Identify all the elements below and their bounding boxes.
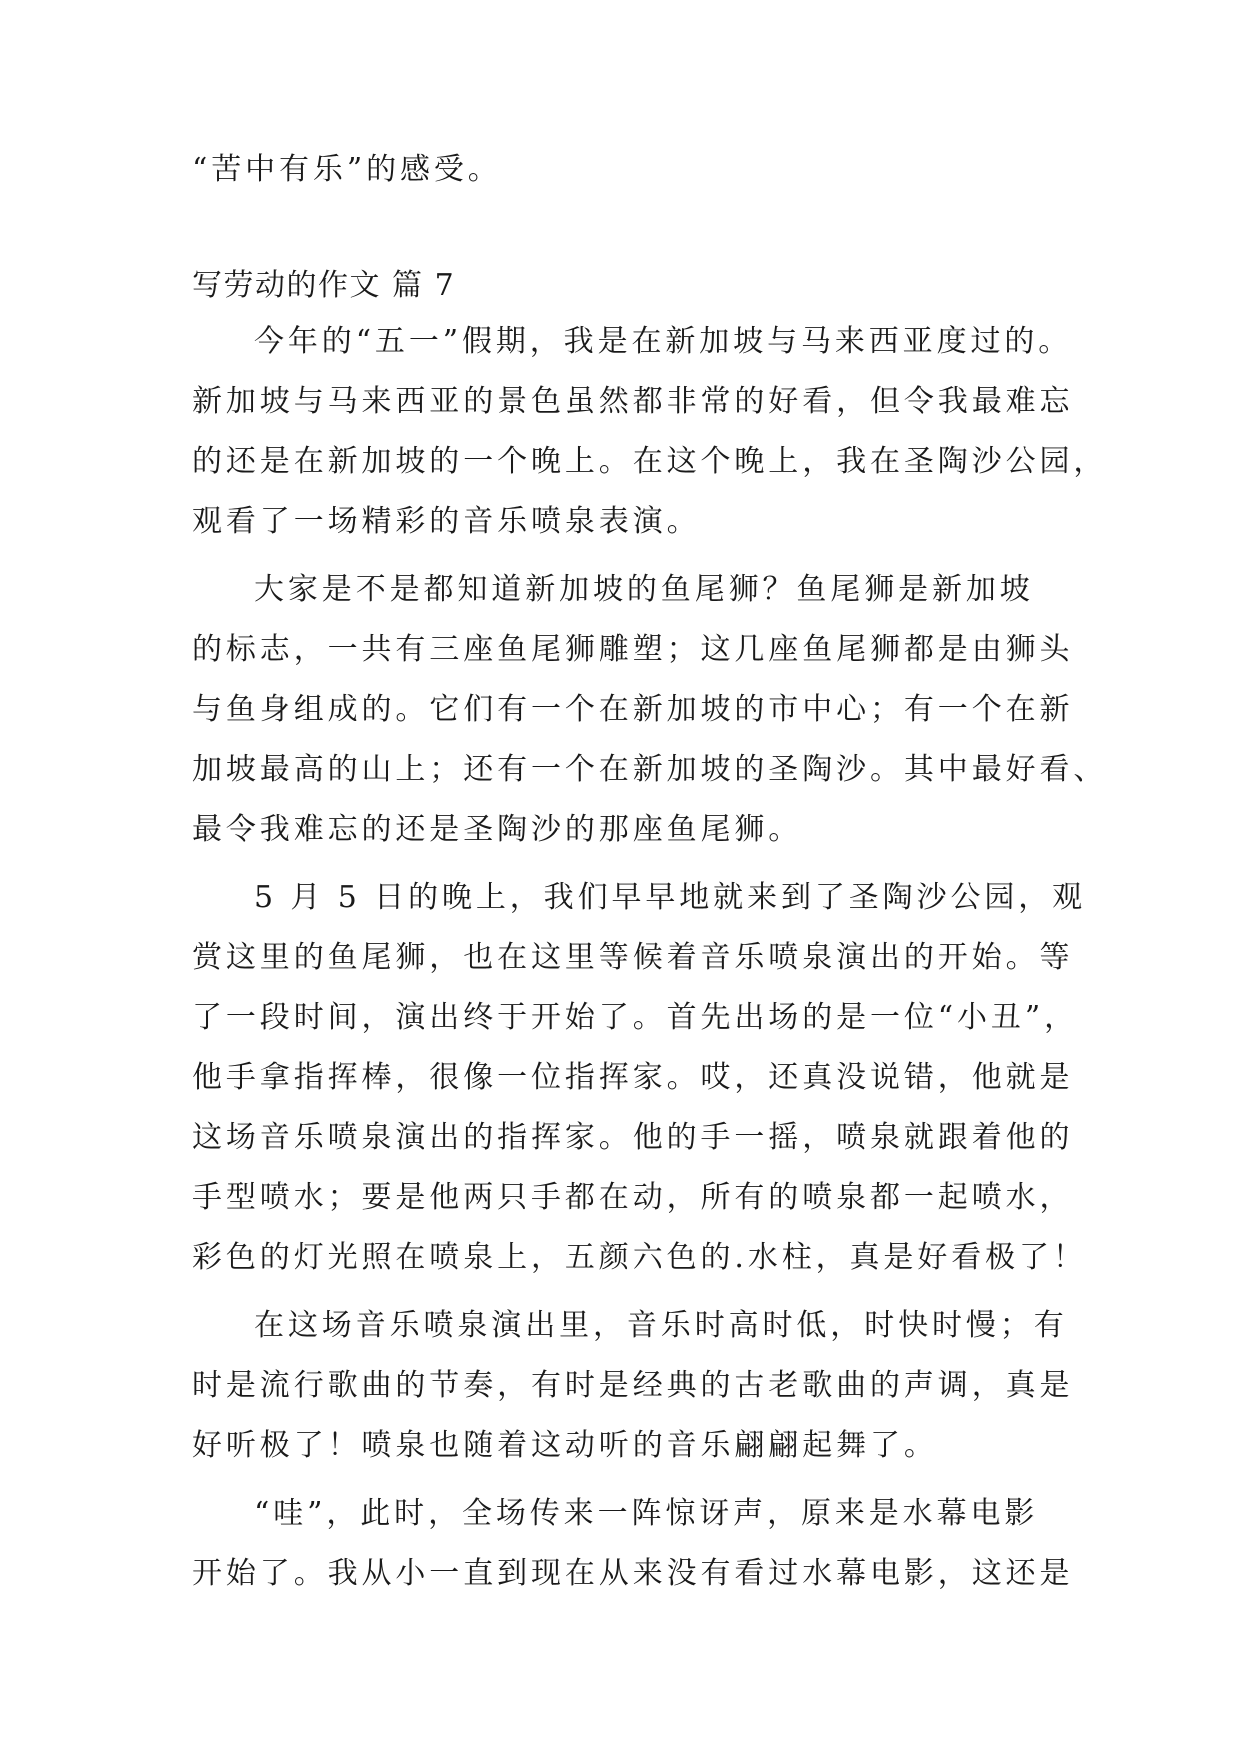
paragraph-line: 最令我难忘的还是圣陶沙的那座鱼尾狮。 [192,812,803,847]
paragraph-line: 加坡最高的山上；还有一个在新加坡的圣陶沙。其中最好看、 [192,752,1108,787]
paragraph-line: 赏这里的鱼尾狮，也在这里等候着音乐喷泉演出的开始。等 [192,940,1074,975]
paragraph-line: 观看了一场精彩的音乐喷泉表演。 [192,504,701,539]
section-title: 写劳动的作文 篇 7 [192,268,456,303]
paragraph-line: 的标志，一共有三座鱼尾狮雕塑；这几座鱼尾狮都是由狮头 [192,632,1074,667]
paragraph-line: 5 月 5 日的晚上，我们早早地就来到了圣陶沙公园，观 [254,880,1087,915]
paragraph-line: 与鱼身组成的。它们有一个在新加坡的市中心；有一个在新 [192,692,1074,727]
paragraph-line: 手型喷水；要是他两只手都在动，所有的喷泉都一起喷水， [192,1180,1074,1215]
paragraph-line: 了一段时间，演出终于开始了。首先出场的是一位“小丑”， [192,1000,1078,1035]
paragraph-line: 彩色的灯光照在喷泉上，五颜六色的.水柱，真是好看极了！ [192,1240,1087,1275]
intro-line: “苦中有乐”的感受。 [192,152,502,187]
paragraph-line: 他手拿指挥棒，很像一位指挥家。哎，还真没说错，他就是 [192,1060,1074,1095]
paragraph-line: 在这场音乐喷泉演出里，音乐时高时低，时快时慢；有 [254,1308,1068,1343]
paragraph-line: 这场音乐喷泉演出的指挥家。他的手一摇，喷泉就跟着他的 [192,1120,1074,1155]
paragraph-line: 今年的“五一”假期，我是在新加坡与马来西亚度过的。 [254,324,1073,359]
paragraph-line: 时是流行歌曲的节奏，有时是经典的古老歌曲的声调，真是 [192,1368,1074,1403]
paragraph-line: 好听极了！喷泉也随着这动听的音乐翩翩起舞了。 [192,1428,938,1463]
paragraph-line: 的还是在新加坡的一个晚上。在这个晚上，我在圣陶沙公园， [192,444,1108,479]
paragraph-line: 开始了。我从小一直到现在从来没有看过水幕电影，这还是 [192,1556,1074,1591]
paragraph-line: “哇”，此时，全场传来一阵惊讶声，原来是水幕电影 [254,1496,1039,1531]
paragraph-line: 新加坡与马来西亚的景色虽然都非常的好看，但令我最难忘 [192,384,1074,419]
paragraph-line: 大家是不是都知道新加坡的鱼尾狮？鱼尾狮是新加坡 [254,572,1034,607]
